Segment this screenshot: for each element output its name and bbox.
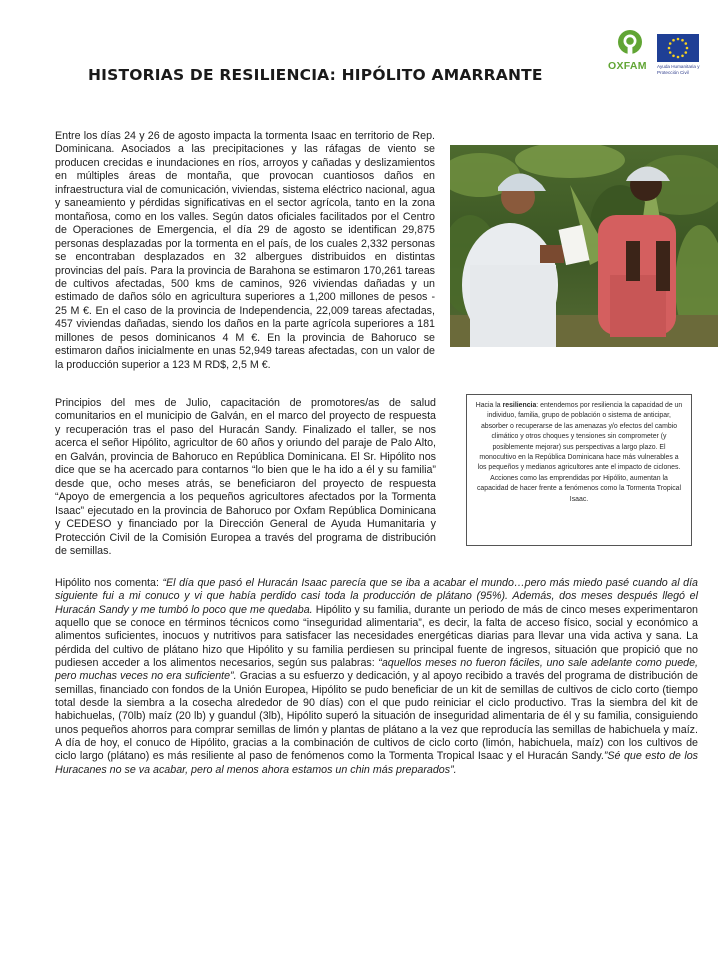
infobox-intro: Hacia la <box>475 402 503 409</box>
infobox-term: resiliencia <box>502 402 537 409</box>
eu-caption: Ayuda Humanitaria y Protección Civil <box>657 64 700 75</box>
paragraph-hipolito-intro: Principios del mes de Julio, capacitación de promotores/as de salud comunitarios en el municipio de Galván, en el marco del proyecto de respuesta y recuperación tras el paso del Huracán Sandy. Finalizado el taller, se nos acerca el señor Hipólito, agricultor de 60 años y oriundo del paraje de Palo Alto, en Galván, provincia de Bahoruco en República Dominicana. El Sr. Hipólito nos dice que se ha acercado para contarnos “lo bien que le ha ido a él y su familia” desde que, ocho meses atrás, se beneficiaron del proyecto de respuesta “Apoyo de emergencia a los pequeños agricultores afectados por la Tormenta Isaac” ejecutado en la provincia de Bahoruco por Oxfam República Dominicana y CEDESO y financiado por la Dirección General de Ayuda Humanitaria y Protección Civil de la Comisión Europea a través del programa de distribución de semillas. <box>55 397 436 557</box>
infobox-text: : entendemos por resiliencia la capacidad de un individuo, familia, grupo de población o sistema de anticipar, absorber o recuperarse de las amenazas y/o efectos del cambio climático y otros choques y tensiones sin comprometer (y posiblemente mejorar) sus perspectivas a largo plazo. El monocultivo en la República Dominicana hace más vulnerables a los pequeños y medianos agricultores ante el impacto de ciclones. Acciones como las emprendidas por Hipólito, aumentan la capacidad de hacer frente a fenómenos como la Tormenta Tropical Isaac. <box>476 402 683 503</box>
page-title: HISTORIAS DE RESILIENCIA: HIPÓLITO AMARRANTE <box>88 66 543 84</box>
resilience-infobox <box>466 394 692 546</box>
paragraph-storm-isaac: Entre los días 24 y 26 de agosto impacta la tormenta Isaac en territorio de Rep. Dominicana. Asociados a las precipitaciones y las ráfagas de viento se producen crecidas e inundaciones en ríos, arroyos y cañadas y deslizamientos en múltiples áreas de montaña, que provocan cuantiosos daños en infraestructura vial de comunicación, viviendas, sistema eléctrico nacional, agua y saneamiento y pérdidas significativas en el sector agrícola, tanto en la zona montañosa, como en los valles. Según datos oficiales facilitados por el Centro de Operaciones de Emergencia, el día 29 de agosto se identifican 29,875 personas desplazadas por la tormenta en el país, de los cuales 2,332 personas se encontraban desplazados en 32 albergues distribuidos en distintas provincias del país. Para la provincia de Barahona se estimaron 170,261 tareas de cultivos afectadas, 500 kms de caminos, 926 viviendas dañadas y un estimado de daños sólo en agricultura superiores a 1,200 millones de pesos - 25 M €. En el caso de la provincia de Independencia, 22,009 tareas afectadas, 457 viviendas dañadas, siendo los daños en la parte agrícola superiores a 181 millones de pesos dominicanos 4 M €. En la provincia de Bahoruco se estimaron daños inicialmente en unas 52,949 tareas afectadas, con un valor de la producción superior a 123 M RD$, 2,5 M €. <box>55 130 435 371</box>
paragraph-hipolito-story <box>55 577 698 777</box>
oxfam-wordmark: OXFAM <box>608 60 647 72</box>
logos-block <box>606 28 706 78</box>
story-quote-2: “aquellos meses no fueron fáciles, uno sale adelante como puede, pero muchas veces no era suficiente”. <box>55 657 699 683</box>
story-rest: Gracias a su esfuerzo y dedicación, y al apoyo recibido a través del programa de distribución de semillas, financiado con fondos de la Unión Europea, Hipólito se pudo beneficiar de un kit de semillas de cultivos de ciclo corto (tiempo total desde la siembra a la cosecha alrededor de 90 días) con el que pudo reiniciar el ciclo productivo. Tras la siembra del kit de habichuelas, (70lb) maíz (20 lb) y guandul (3lb), Hipólito superó la situación de inseguridad alimentaria de él y su familia, consiguiendo unos pequeños ahorros para comprar semillas de limón y plantas de plátano a la vez que reproducía las semillas de habichuela y maíz. A día de hoy, el conuco de Hipólito, gracias a la combinación de cultivos de ciclo corto (limón, habichuela, maíz) con los cultivos de ciclo largo (plátano) es más resiliente al paso de fenómenos como la Tormenta Tropical Isaac y el Huracán Sandy. <box>55 670 699 763</box>
story-lead: Hipólito nos comenta: <box>55 577 163 589</box>
field-interview-photo <box>450 145 718 347</box>
story-quote-3: ”Sé que esto de los Huracanes no se va acabar, pero al menos ahora estamos un chin más preparados”. <box>55 750 698 776</box>
eu-flag-icon <box>657 34 699 62</box>
story-middle: Hipólito y su familia, durante un periodo de más de cinco meses experimentaron aquello que se conoce en términos técnicos como “inseguridad alimentaria”, es decir, la falta de acceso físico, social y económico a alimentos suficientes, inocuos y nutritivos para satisfacer las necesidades energéticas diarias para llevar una vida activa y sana. La pérdida del cultivo de plátano hizo que Hipólito y su familia perdiesen su principal fuente de ingresos, situación que propició que no pudiesen acceder a los alimentos necesarios, según sus palabras: <box>55 603 698 670</box>
story-quote-1: “El día que pasó el Huracán Isaac parecía que se iba a acabar el mundo…pero más miedo pasé cuando al día siguiente fui a mi conuco y vi que había perdido casi toda la producción de plátano (95%). Además, dos meses después llegó el Huracán Sandy y me tumbó lo poco que me quedaba. <box>55 577 699 616</box>
